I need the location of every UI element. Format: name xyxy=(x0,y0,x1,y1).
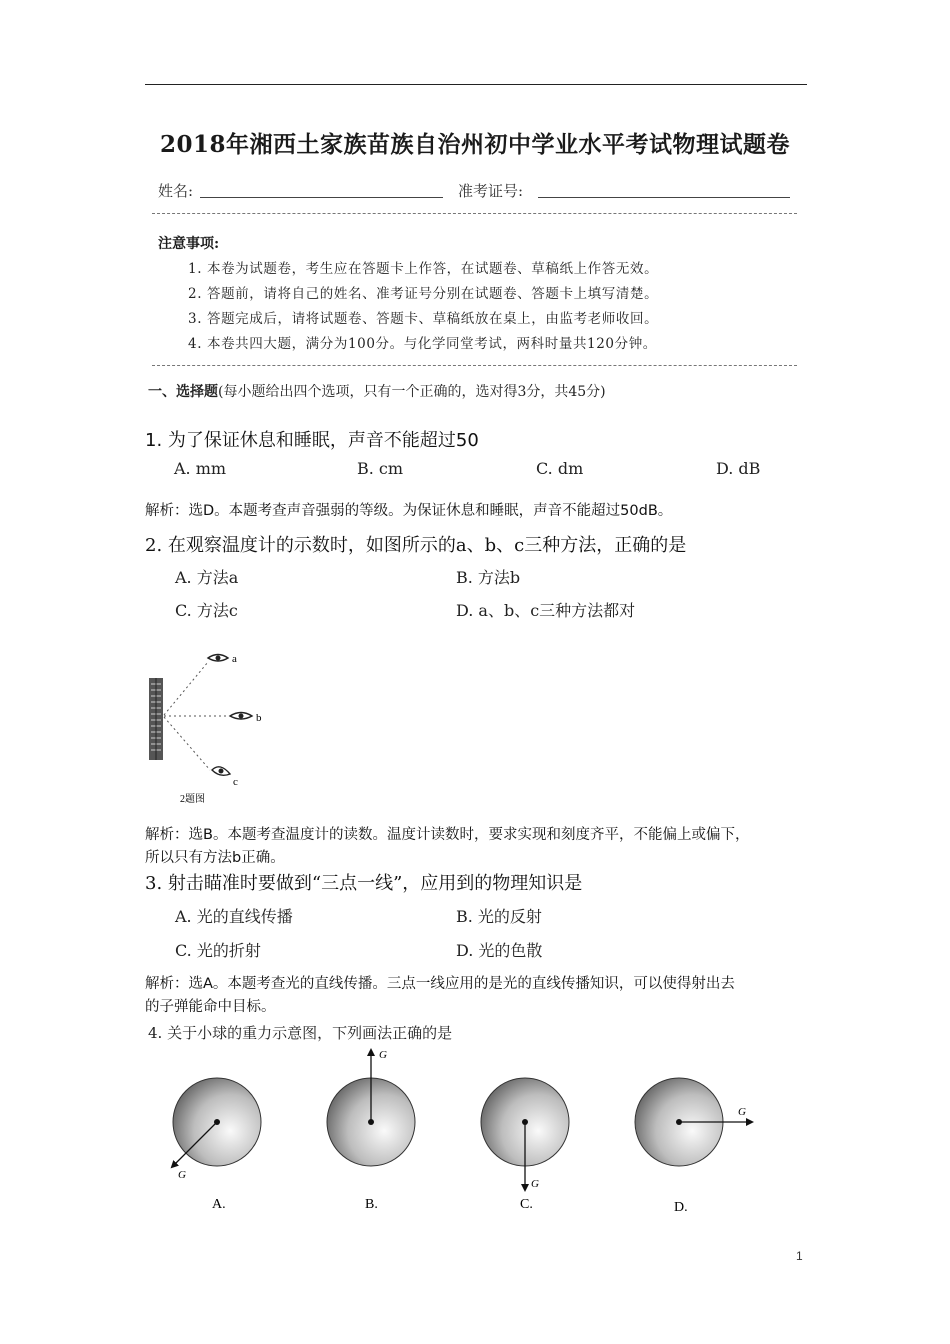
ball-a xyxy=(172,1078,261,1212)
question-1-stem: 1. 为了保证休息和睡眠，声音不能超过50 xyxy=(145,430,479,451)
q2-answer-line1: 解析：选B。本题考查温度计的读数。温度计读数时，要求实现和刻度齐平，不能偏上或偏下， xyxy=(145,827,750,843)
notice-item: 1. 本卷为试题卷，考生应在答题卡上作答，在试题卷、草稿纸上作答无效。 xyxy=(188,261,659,277)
q1-option-d: D. dB xyxy=(716,459,761,478)
gravity-figures xyxy=(150,1040,790,1225)
question-4-stem: 4. 关于小球的重力示意图，下列画法正确的是 xyxy=(148,1024,453,1042)
thermometer-figure xyxy=(140,640,280,810)
label-b: b xyxy=(256,712,262,724)
question-2-stem: 2. 在观察温度计的示数时，如图所示的a、b、c三种方法，正确的是 xyxy=(145,535,687,556)
q4-option-d: D. xyxy=(674,1200,688,1215)
figure-caption: 2题图 xyxy=(180,794,205,805)
notice-title: 注意事项: xyxy=(158,236,220,252)
ball-b xyxy=(327,1049,415,1212)
question-3-stem: 3. 射击瞄准时要做到“三点一线”，应用到的物理知识是 xyxy=(145,873,583,894)
q3-option-c: C. 光的折射 xyxy=(175,941,261,960)
top-rule xyxy=(145,84,807,85)
ball-c xyxy=(481,1078,569,1212)
q2-option-b: B. 方法b xyxy=(456,568,521,587)
q2-option-a: A. 方法a xyxy=(175,568,239,587)
q4-option-a: A. xyxy=(212,1197,226,1212)
exam-id-label: 准考证号: xyxy=(458,182,524,200)
q4-option-b: B. xyxy=(365,1197,378,1212)
q3-option-a: A. 光的直线传播 xyxy=(175,907,293,926)
notice-item: 4. 本卷共四大题，满分为100分。与化学同堂考试，两科时量共120分钟。 xyxy=(188,336,657,352)
q3-option-d: D. 光的色散 xyxy=(456,941,543,960)
force-label-g: G xyxy=(531,1178,539,1190)
sight-lines xyxy=(164,662,228,770)
name-label: 姓名: xyxy=(158,182,194,200)
section-title: 一、选择题 xyxy=(148,384,218,400)
exam-title: 2018年湘西土家族苗族自治州初中学业水平考试物理试题卷 xyxy=(159,131,790,158)
eye-icon xyxy=(212,767,230,776)
section-heading xyxy=(148,381,606,401)
eye-icon xyxy=(230,713,252,720)
q3-option-b: B. 光的反射 xyxy=(456,907,542,926)
notice-item: 3. 答题完成后，请将试题卷、答题卡、草稿纸放在桌上，由监考老师收回。 xyxy=(188,311,659,327)
force-label-g: G xyxy=(738,1106,746,1118)
eye-icon xyxy=(208,655,228,662)
dashed-divider-bottom xyxy=(152,365,797,366)
q2-option-d: D. a、b、c三种方法都对 xyxy=(456,601,636,620)
q2-option-c: C. 方法c xyxy=(175,601,238,620)
q1-answer: 解析：选D。本题考查声音强弱的等级。为保证休息和睡眠，声音不能超过50dB。 xyxy=(145,503,673,519)
notice-item: 2. 答题前，请将自己的姓名、准考证号分别在试题卷、答题卡上填写清楚。 xyxy=(188,286,659,302)
ball-d xyxy=(635,1078,752,1215)
dashed-divider-top xyxy=(152,213,797,214)
q1-option-a: A. mm xyxy=(174,459,227,478)
q2-answer-line2: 所以只有方法b正确。 xyxy=(145,850,285,866)
q4-option-c: C. xyxy=(520,1197,533,1212)
force-label-g: G xyxy=(379,1049,387,1061)
q3-answer-line1: 解析：选A。本题考查光的直线传播。三点一线应用的是光的直线传播知识，可以使得射出去 xyxy=(145,976,735,992)
section-note: (每小题给出四个选项，只有一个正确的，选对得3分，共45分) xyxy=(218,384,606,400)
exam-id-blank xyxy=(538,197,790,198)
page-number: 1 xyxy=(796,1249,803,1263)
force-label-g: G xyxy=(178,1169,186,1181)
label-a: a xyxy=(232,653,237,665)
q1-option-c: C. dm xyxy=(536,459,584,478)
q3-answer-line2: 的子弹能命中目标。 xyxy=(145,999,276,1015)
label-c: c xyxy=(233,776,238,788)
q1-option-b: B. cm xyxy=(357,459,404,478)
name-blank xyxy=(200,197,443,198)
